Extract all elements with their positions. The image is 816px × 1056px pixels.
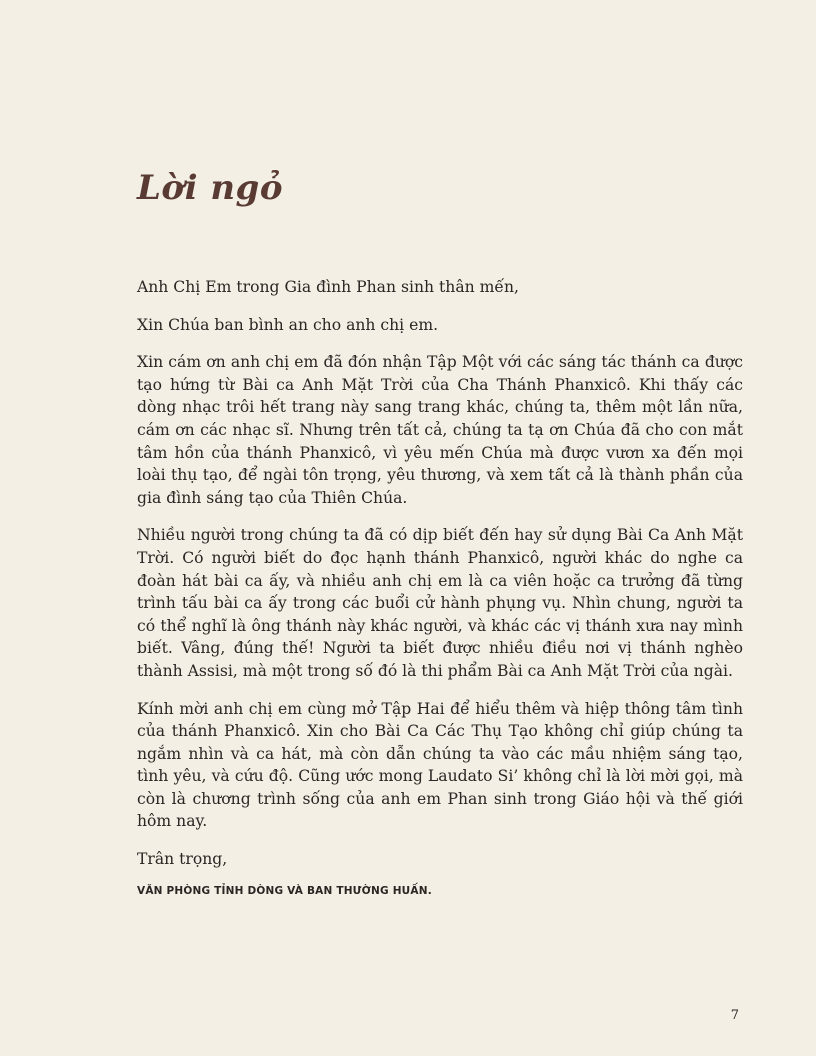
- greeting: Xin Chúa ban bình an cho anh chị em.: [137, 315, 439, 334]
- signature: VĂN PHÒNG TỈNH DÒNG VÀ BAN THƯỜNG HUẤN.: [137, 884, 432, 897]
- letter-body: [137, 276, 743, 902]
- signoff: Trân trọng,: [137, 850, 228, 869]
- salutation: Anh Chị Em trong Gia đình Phan sinh thân mến,: [137, 278, 520, 296]
- page-number: 7: [730, 1008, 739, 1023]
- paragraph-thanks: Xin cám ơn anh chị em đã đón nhận Tập Một với các sáng tác thánh ca được tạo hứng từ Bài ca Anh Mặt Trời của Cha Thánh Phanxicô. Khi thấy các dòng nhạc trôi hết trang này sang trang khác, chúng ta, thêm một lần nữa, cám ơn các nhạc sĩ. Nhưng trên tất cả, chúng ta tạ ơn Chúa đã cho con mắt tâm hồn của thánh Phanxicô, vì yêu mến Chúa mà được vươn xa đến mọi loài thụ tạo, để ngài tôn trọng, yêu thương, và xem tất cả là thành phần của gia đình sáng tạo của Thiên Chúa.: [137, 353, 743, 507]
- paragraph-invitation: Kính mời anh chị em cùng mở Tập Hai để hiểu thêm và hiệp thông tâm tình của thánh Phanxicô. Xin cho Bài Ca Các Thụ Tạo không chỉ giúp chúng ta ngắm nhìn và ca hát, mà còn dẫn chúng ta vào các mầu nhiệm sáng tạo, tình yêu, và cứu độ. Cũng ước mong Laudato Si’ không chỉ là lời mời gọi, mà còn là chương trình sống của anh em Phan sinh trong Giáo hội và thế giới hôm nay.: [137, 699, 743, 831]
- page-title: Lời ngỏ: [137, 168, 284, 208]
- paragraph-canticle: Nhiều người trong chúng ta đã có dịp biết đến hay sử dụng Bài Ca Anh Mặt Trời. Có người biết do đọc hạnh thánh Phanxicô, người khác do nghe ca đoàn hát bài ca ấy, và nhiều anh chị em là ca viên hoặc ca trưởng đã từng trình tấu bài ca ấy trong các buổi cử hành phụng vụ. Nhìn chung, người ta có thể nghĩ là ông thánh này khác người, và khác các vị thánh xưa nay mình biết. Vâng, đúng thế! Người ta biết được nhiều điều nơi vị thánh nghèo thành Assisi, mà một trong số đó là thi phẩm Bài ca Anh Mặt Trời của ngài.: [137, 526, 743, 680]
